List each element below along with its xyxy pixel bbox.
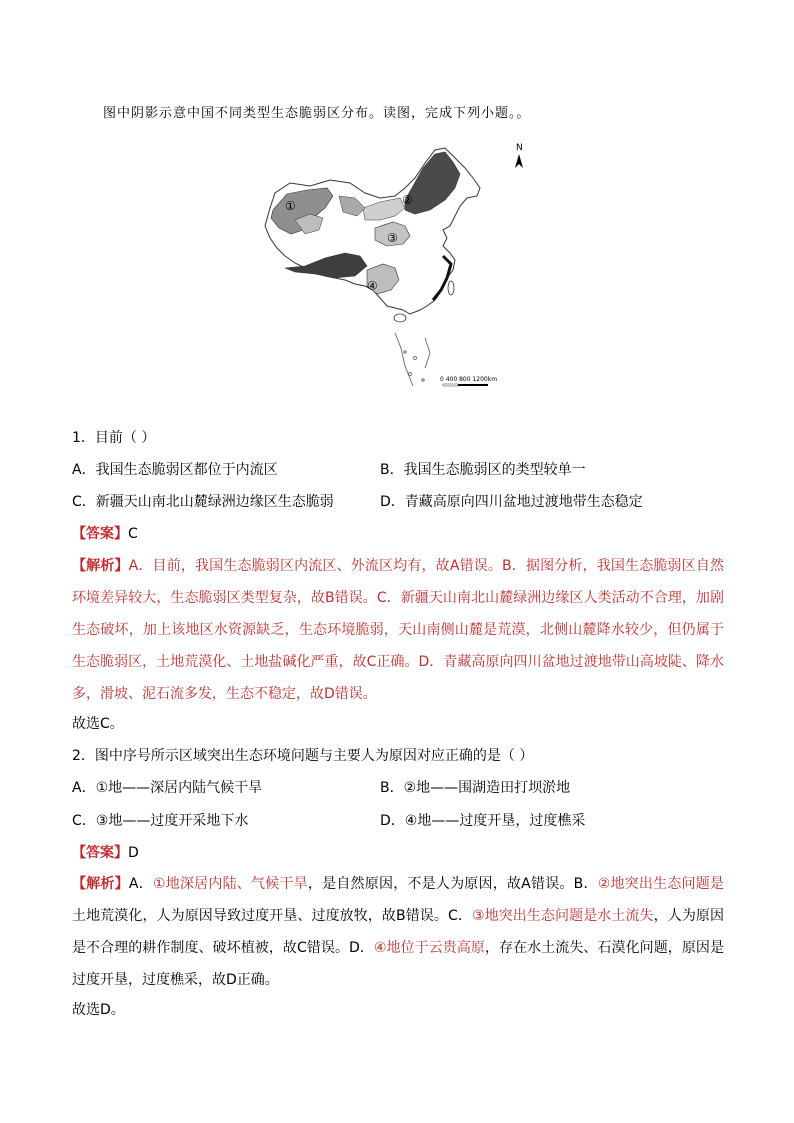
q1-option-d: D．青藏高原向四川盆地过渡地带生态稳定 bbox=[380, 494, 643, 510]
q1-conclusion: 故选C。 bbox=[72, 716, 124, 732]
svg-text:N: N bbox=[516, 143, 523, 153]
svg-text:0 400 800 1200km: 0 400 800 1200km bbox=[440, 376, 498, 383]
q2-stem: 2．图中序号所示区域突出生态环境问题与主要人为原因对应正确的是（ ） bbox=[72, 748, 534, 764]
q2-conclusion: 故选D。 bbox=[72, 1002, 125, 1018]
q1-analysis: 【解析】A．目前，我国生态脆弱区内流区、外流区均有，故A错误。B．据图分析，我国生态脆弱区自然环境差异较大，生态脆弱区类型复杂，故B错误。C．新疆天山南北山麓绿洲边缘区人类活动不合理，加剧生态破坏，加上该地区水资源缺乏，生态环境脆弱，天山南侧山麓是荒漠，北侧山麓降水较少，但仍属于生态脆弱区，土地荒漠化、土地盐碱化严重，故C正确。D．青藏高原向四川盆地过渡地带山高坡陡、降水多，滑坡、泥石流多发，生态不稳定，故D错误。 bbox=[72, 558, 725, 702]
q1-stem: 1．目前（ ） bbox=[72, 430, 156, 446]
label-1: ① bbox=[285, 199, 296, 213]
q2-option-a: A．①地——深居内陆气候干旱 bbox=[72, 780, 263, 796]
label-2: ② bbox=[402, 193, 413, 207]
q2-option-b: B．②地——围湖造田打坝淤地 bbox=[380, 780, 571, 796]
scale-bar bbox=[440, 376, 497, 386]
intro-text: 图中阴影示意中国不同类型生态脆弱区分布。读图，完成下列小题。。 bbox=[103, 106, 531, 121]
q2-answer: 【答案】D bbox=[72, 845, 139, 861]
china-map bbox=[255, 138, 525, 400]
north-arrow-icon bbox=[515, 143, 523, 168]
q1-option-c: C．新疆天山南北山麓绿洲边缘区生态脆弱 bbox=[72, 494, 334, 510]
hainan-island bbox=[394, 314, 406, 322]
q2-option-d: D．④地——过度开垦，过度樵采 bbox=[380, 813, 586, 829]
label-3: ③ bbox=[387, 231, 398, 245]
south-sea-islands bbox=[395, 333, 430, 386]
q1-option-b: B．我国生态脆弱区的类型较单一 bbox=[380, 462, 586, 478]
q1-answer: 【答案】C bbox=[72, 526, 138, 542]
q2-analysis: 【解析】A．①地深居内陆、气候干旱，是自然原因，不是人为原因，故A错误。B．②地突出生态问题是土地荒漠化，人为原因导致过度开垦、过度放牧，故B错误。C．③地突出生态问题是水土流失，人为原因是不合理的耕作制度、破坏植被，故C错误。D．④地位于云贵高原，存在水土流失、石漠化问题，原因是过度开垦，过度樵采，故D正确。 bbox=[72, 876, 724, 988]
q1-option-a: A．我国生态脆弱区都位于内流区 bbox=[72, 462, 278, 478]
q2-option-c: C．③地——过度开采地下水 bbox=[72, 813, 249, 829]
label-4: ④ bbox=[367, 279, 378, 293]
taiwan-island bbox=[448, 281, 454, 295]
